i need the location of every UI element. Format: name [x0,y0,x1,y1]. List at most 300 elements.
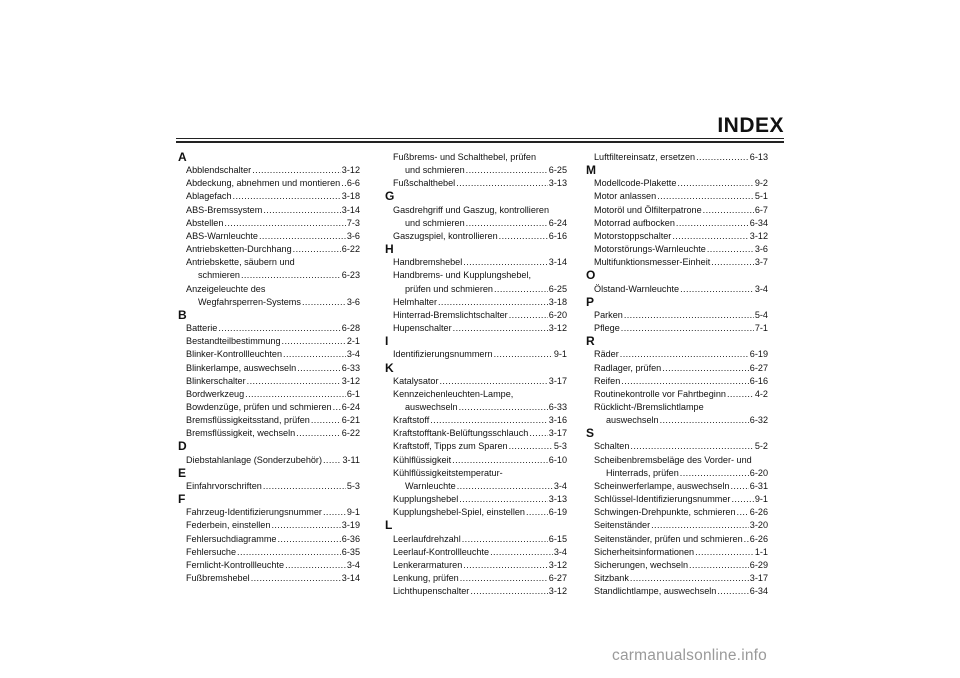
index-entry-term: Kraftstoff [393,415,430,426]
index-entry-page: 3-17 [548,375,567,386]
index-entry [385,414,567,427]
section-letter: A [178,150,187,164]
dot-leader [717,585,748,598]
section-letter: E [178,465,187,480]
index-entry-page: 4-2 [754,388,768,399]
page-title: INDEX [717,114,784,137]
dot-leader [526,506,548,519]
index-entry [586,256,768,269]
index-entry-page: 5-3 [346,480,360,491]
index-entry-term: Kühlflüssigkeitstemperatur- [393,467,503,478]
index-entry [586,362,768,375]
dot-leader [251,572,341,585]
index-entry-page: 6-13 [749,152,768,162]
dot-leader [466,164,548,177]
dot-leader [285,559,346,572]
dot-leader [245,388,346,401]
dot-leader [341,177,346,190]
index-entry-term: Einfahrvorschriften [186,480,262,491]
index-entry-term: Lichthupenschalter [393,586,470,597]
index-entry [385,388,567,414]
index-entry-page: 3-18 [341,191,360,202]
dot-leader [263,480,346,493]
index-entry-page: 3-14 [341,204,360,215]
dot-leader [430,414,548,427]
index-entry [178,243,360,256]
index-entry-page: 6-33 [548,401,567,412]
index-entry [178,454,360,467]
index-entry-page: 6-28 [341,323,360,334]
dot-leader [323,506,346,519]
index-entry-term: Rücklicht-/Bremslichtlampe [594,401,704,412]
index-entry [586,440,768,453]
index-entry-page: 7-1 [754,323,768,334]
index-column-3 [586,151,768,598]
index-entry-page: 6-29 [749,559,768,570]
index-entry-page: 6-16 [548,230,567,241]
title-rule-thick [176,141,784,143]
index-entry [586,533,768,546]
index-entry-term: Batterie [186,323,218,334]
index-entry-page: 3-17 [548,428,567,439]
index-entry [385,506,567,519]
index-entry-term: Abstellen [186,217,224,228]
index-entry [385,572,567,585]
index-entry [586,480,768,493]
dot-leader [459,493,548,506]
dot-leader [529,427,547,440]
index-entry [178,414,360,427]
dot-leader [311,414,341,427]
index-entry [586,375,768,388]
dot-leader [680,467,749,480]
index-entry-page: 1-1 [754,546,768,557]
index-entry [178,480,360,493]
index-entry [586,506,768,519]
index-entry-page: 5-1 [754,191,768,202]
index-entry-term: Modellcode-Plakette [594,178,677,189]
dot-leader [651,519,749,532]
dot-leader [282,335,346,348]
dot-leader [271,519,340,532]
index-entry-term: Lenkung, prüfen [393,573,459,583]
index-column-1 [178,151,360,585]
index-entry-term: Multifunktionsmesser-Einheit [594,257,711,268]
index-entry [385,256,567,269]
dot-leader [744,533,749,546]
dot-leader [620,348,749,361]
dot-leader [252,164,341,177]
dot-leader [662,362,749,375]
dot-leader [680,283,754,296]
dot-leader [259,230,346,243]
index-entry-page: 3-16 [548,415,567,426]
index-entry-term: Bremsflüssigkeit, wechseln [186,428,296,439]
section-letter: R [586,334,595,349]
index-entry-page: 3-12 [548,323,567,334]
index-entry-term: Motor anlassen [594,191,657,202]
dot-leader [731,493,753,506]
index-entry-term: Sitzbank [594,573,629,583]
index-entry-term: Kupplungshebel [393,494,459,505]
index-entry [385,493,567,506]
index-entry-term: Kennzeichenleuchten-Lampe, [393,388,514,399]
section-letter: K [385,360,394,375]
index-entry [586,151,768,164]
dot-leader [630,440,753,453]
index-entry-page: 6-36 [341,533,360,544]
index-entry [178,427,360,440]
index-entry [178,401,360,414]
index-entry-term: Blinkerschalter [186,375,246,386]
index-entry-page: 3-4 [346,349,360,360]
index-entry-continuation: und schmieren [405,165,465,176]
index-entry-page: 2-1 [346,336,360,347]
index-entry-term: Leerlaufdrehzahl [393,533,461,544]
section-letter: M [586,163,596,178]
index-entry-term: Diebstahlanlage (Sonderzubehör) [186,454,322,465]
index-entry [178,322,360,335]
index-entry-term: Ölstand-Warnleuchte [594,283,680,294]
index-entry-page: 6-24 [341,401,360,412]
index-entry-page: 3-17 [749,573,768,583]
index-entry [178,190,360,203]
index-entry [178,164,360,177]
index-entry-term: Fahrzeug-Identifizierungsnummer [186,507,322,518]
index-entry [178,230,360,243]
index-entry-term: Gaszugspiel, kontrollieren [393,230,498,241]
index-entry [178,533,360,546]
dot-leader [711,256,754,269]
index-entry-term: Fehlersuchdiagramme [186,533,277,544]
dot-leader [730,480,748,493]
index-entry [385,546,567,559]
index-entry-term: Räder [594,349,619,360]
index-entry-page: 6-7 [754,204,768,215]
index-entry-term: Seitenständer [594,520,651,531]
index-entry-page: 3-4 [346,559,360,570]
index-entry [586,388,768,401]
dot-leader [241,269,341,282]
index-entry-page: 6-35 [341,546,360,557]
index-entry-page: 3-7 [754,257,768,268]
index-entry-page: 3-14 [341,573,360,583]
index-entry [586,546,768,559]
index-entry [385,177,567,190]
dot-leader [237,546,341,559]
index-entry-term: Blinkerlampe, auswechseln [186,362,297,373]
index-entry-page: 9-1 [553,349,567,360]
section-letter: G [385,189,395,204]
dot-leader [737,506,749,519]
index-entry-term: Kraftstoff, Tipps zum Sparen [393,441,508,452]
dot-leader [247,375,341,388]
index-entry-page: 6-26 [749,507,768,518]
dot-leader [621,375,749,388]
index-entry [586,309,768,322]
dot-leader [509,440,553,453]
index-entry-term: Handbrems- und Kupplungshebel, [393,270,532,281]
index-entry-term: Schlüssel-Identifizierungsnummer [594,494,731,505]
index-entry-page: 6-19 [548,507,567,518]
index-entry [178,559,360,572]
index-entry-term: Reifen [594,375,621,386]
index-entry [586,585,768,598]
index-entry [385,309,567,322]
dot-leader [499,230,548,243]
index-entry-term: Blinker-Kontrollleuchten [186,349,283,360]
index-entry [385,467,567,493]
dot-leader [494,348,553,361]
section-letter: S [586,426,595,441]
dot-leader [727,388,754,401]
index-entry [586,559,768,572]
dot-leader [302,296,346,309]
dot-leader [689,559,749,572]
index-entry [178,283,360,309]
index-entry-page: 6-22 [341,428,360,439]
index-entry-page: 6-27 [749,362,768,373]
index-entry [385,454,567,467]
dot-leader [283,348,346,361]
index-entry-page: 6-23 [341,270,360,281]
index-entry-term: Scheibenbremsbeläge des Vorder- und [594,454,752,465]
index-entry-page: 3-4 [553,480,567,491]
index-entry-term: Antriebsketten-Durchhang [186,244,292,255]
dot-leader [263,204,340,217]
section-letter: F [178,492,186,507]
dot-leader [293,243,341,256]
dot-leader [233,190,341,203]
index-entry-term: Kupplungshebel-Spiel, einstellen [393,507,525,518]
section-letter: D [178,439,187,454]
index-entry [178,546,360,559]
index-entry-term: Lenkerarmaturen [393,559,463,570]
index-entry-page: 3-12 [341,165,360,176]
index-entry-continuation: Wegfahrsperren-Systems [198,296,301,307]
dot-leader [660,414,749,427]
index-entry [178,217,360,230]
dot-leader [462,533,548,546]
index-entry-page: 6-34 [749,217,768,228]
index-entry-term: Gasdrehgriff und Gaszug, kontrollieren [393,204,550,215]
index-entry-term: Kühlflüssigkeit [393,454,452,465]
index-entry [385,427,567,440]
index-entry-page: 3-11 [342,454,360,465]
index-entry-page: 9-2 [754,178,768,189]
dot-leader [297,362,341,375]
index-entry [586,493,768,506]
section-letter: B [178,307,187,322]
index-entry-page: 6-25 [548,165,567,176]
index-entry-term: Bowdenzüge, prüfen und schmieren [186,401,332,412]
index-entry-page: 6-24 [548,217,567,228]
index-column-2 [385,151,567,598]
index-entry-page: 3-14 [548,257,567,268]
index-entry-continuation: und schmieren [405,217,465,228]
dot-leader [438,296,548,309]
index-entry-continuation: auswechseln [606,415,659,426]
index-entry-page: 3-4 [754,283,768,294]
index-entry [385,375,567,388]
dot-leader [677,177,753,190]
index-entry-page: 3-13 [548,494,567,505]
index-entry-page: 6-16 [749,375,768,386]
index-entry [385,230,567,243]
index-entry-term: Handbremshebel [393,257,463,268]
index-entry-page: 6-6 [346,178,360,189]
index-entry-term: Seitenständer, prüfen und schmieren [594,533,743,544]
index-entry [586,572,768,585]
index-entry [385,348,567,361]
dot-leader [452,454,548,467]
index-entry [178,204,360,217]
index-entry-page: 6-21 [341,415,360,426]
index-entry-term: Bordwerkzeug [186,388,245,399]
index-entry-page: 3-19 [341,520,360,531]
section-letter: I [385,334,389,349]
index-entry [385,322,567,335]
dot-leader [333,401,341,414]
index-entry-term: Hinterrad-Bremslichtschalter [393,309,508,320]
index-entry [178,572,360,585]
index-entry [586,401,768,427]
index-entry [178,506,360,519]
index-entry [586,230,768,243]
index-entry-continuation: auswechseln [405,401,458,412]
index-entry [586,519,768,532]
index-entry-term: ABS-Bremssystem [186,204,263,215]
dot-leader [490,546,553,559]
index-entry-term: Routinekontrolle vor Fahrtbeginn [594,388,726,399]
index-entry-page: 3-20 [749,520,768,531]
index-entry-page: 3-13 [548,178,567,189]
dot-leader [224,217,345,230]
section-letter: L [385,518,393,533]
dot-leader [509,309,548,322]
index-entry [178,256,360,282]
index-entry-term: Fehlersuche [186,546,237,557]
index-entry-page: 5-2 [754,441,768,452]
index-entry-term: Parken [594,309,623,320]
index-entry-term: Fußschalthebel [393,178,456,189]
index-entry-continuation: Hinterrads, prüfen [606,467,679,478]
index-entry [586,454,768,480]
index-entry [586,204,768,217]
dot-leader [453,322,548,335]
index-entry-page: 6-10 [548,454,567,465]
index-entry-term: Identifizierungsnummern [393,349,493,360]
index-entry-page: 3-6 [346,296,360,307]
index-entry [178,519,360,532]
index-entry [586,190,768,203]
dot-leader [463,559,548,572]
index-entry [385,296,567,309]
index-entry-page: 6-19 [749,349,768,360]
dot-leader [695,546,754,559]
index-entry-term: Standlichtlampe, auswechseln [594,586,717,597]
index-entry-term: Antriebskette, säubern und [186,257,295,268]
dot-leader [703,204,754,217]
index-entry [385,585,567,598]
dot-leader [456,177,548,190]
index-entry-page: 6-27 [548,573,567,583]
index-entry [586,348,768,361]
index-entry-page: 3-6 [346,230,360,241]
watermark: carmanualsonline.info [612,647,767,664]
index-entry-term: Schalten [594,441,630,452]
index-entry-term: Schwingen-Drehpunkte, schmieren [594,507,736,518]
index-entry-page: 6-25 [548,283,567,294]
index-entry [385,269,567,295]
index-entry-term: Fernlicht-Kontrollleuchte [186,559,285,570]
index-entry-page: 9-1 [346,507,360,518]
dot-leader [630,572,749,585]
index-entry-term: Federbein, einstellen [186,520,271,531]
dot-leader [494,283,548,296]
index-entry [385,440,567,453]
index-entry [586,217,768,230]
section-letter: O [586,268,596,283]
index-entry-term: Motorstoppschalter [594,230,672,241]
index-entry-page: 6-15 [548,533,567,544]
index-entry-page: 3-6 [754,244,768,255]
index-entry-term: Scheinwerferlampe, auswechseln [594,480,730,491]
index-entry-term: Motorrad aufbocken [594,217,675,228]
index-entry-continuation: prüfen und schmieren [405,283,493,294]
index-entry-term: Pflege [594,323,620,334]
index-entry-term: Leerlauf-Kontrollleuchte [393,546,490,557]
index-entry-page: 5-3 [553,441,567,452]
index-entry-term: Ablagefach [186,191,232,202]
index-entry [178,335,360,348]
dot-leader [457,480,553,493]
index-entry-term: Kraftstofftank-Belüftungsschlauch [393,428,529,439]
index-entry-continuation: Warnleuchte [405,480,456,491]
index-entry-page: 3-12 [749,230,768,241]
index-entry-term: Helmhalter [393,296,437,307]
section-letter: P [586,294,595,309]
index-entry [178,177,360,190]
index-entry-term: Abblendschalter [186,165,252,176]
index-entry-term: Bremsflüssigkeitsstand, prüfen [186,415,310,426]
index-entry-term: Sicherheitsinformationen [594,546,695,557]
index-entry-term: Luftfiltereinsatz, ersetzen [594,152,696,162]
index-entry [178,362,360,375]
index-entry [385,204,567,230]
dot-leader [672,230,748,243]
index-entry-term: ABS-Warnleuchte [186,230,258,241]
index-entry [178,375,360,388]
index-entry-term: Katalysator [393,375,439,386]
dot-leader [621,322,754,335]
index-entry-page: 3-4 [553,546,567,557]
dot-leader [460,572,548,585]
index-entry-term: Abdeckung, abnehmen und montieren [186,178,341,189]
index-entry [385,559,567,572]
index-entry [178,348,360,361]
index-entry-page: 6-32 [749,415,768,426]
index-entry-term: Radlager, prüfen [594,362,662,373]
index-entry-term: Bestandteilbestimmung [186,336,281,347]
dot-leader [470,585,547,598]
dot-leader [277,533,340,546]
dot-leader [296,427,341,440]
dot-leader [218,322,340,335]
index-entry [178,388,360,401]
index-entry-page: 9-1 [754,494,768,505]
dot-leader [440,375,548,388]
